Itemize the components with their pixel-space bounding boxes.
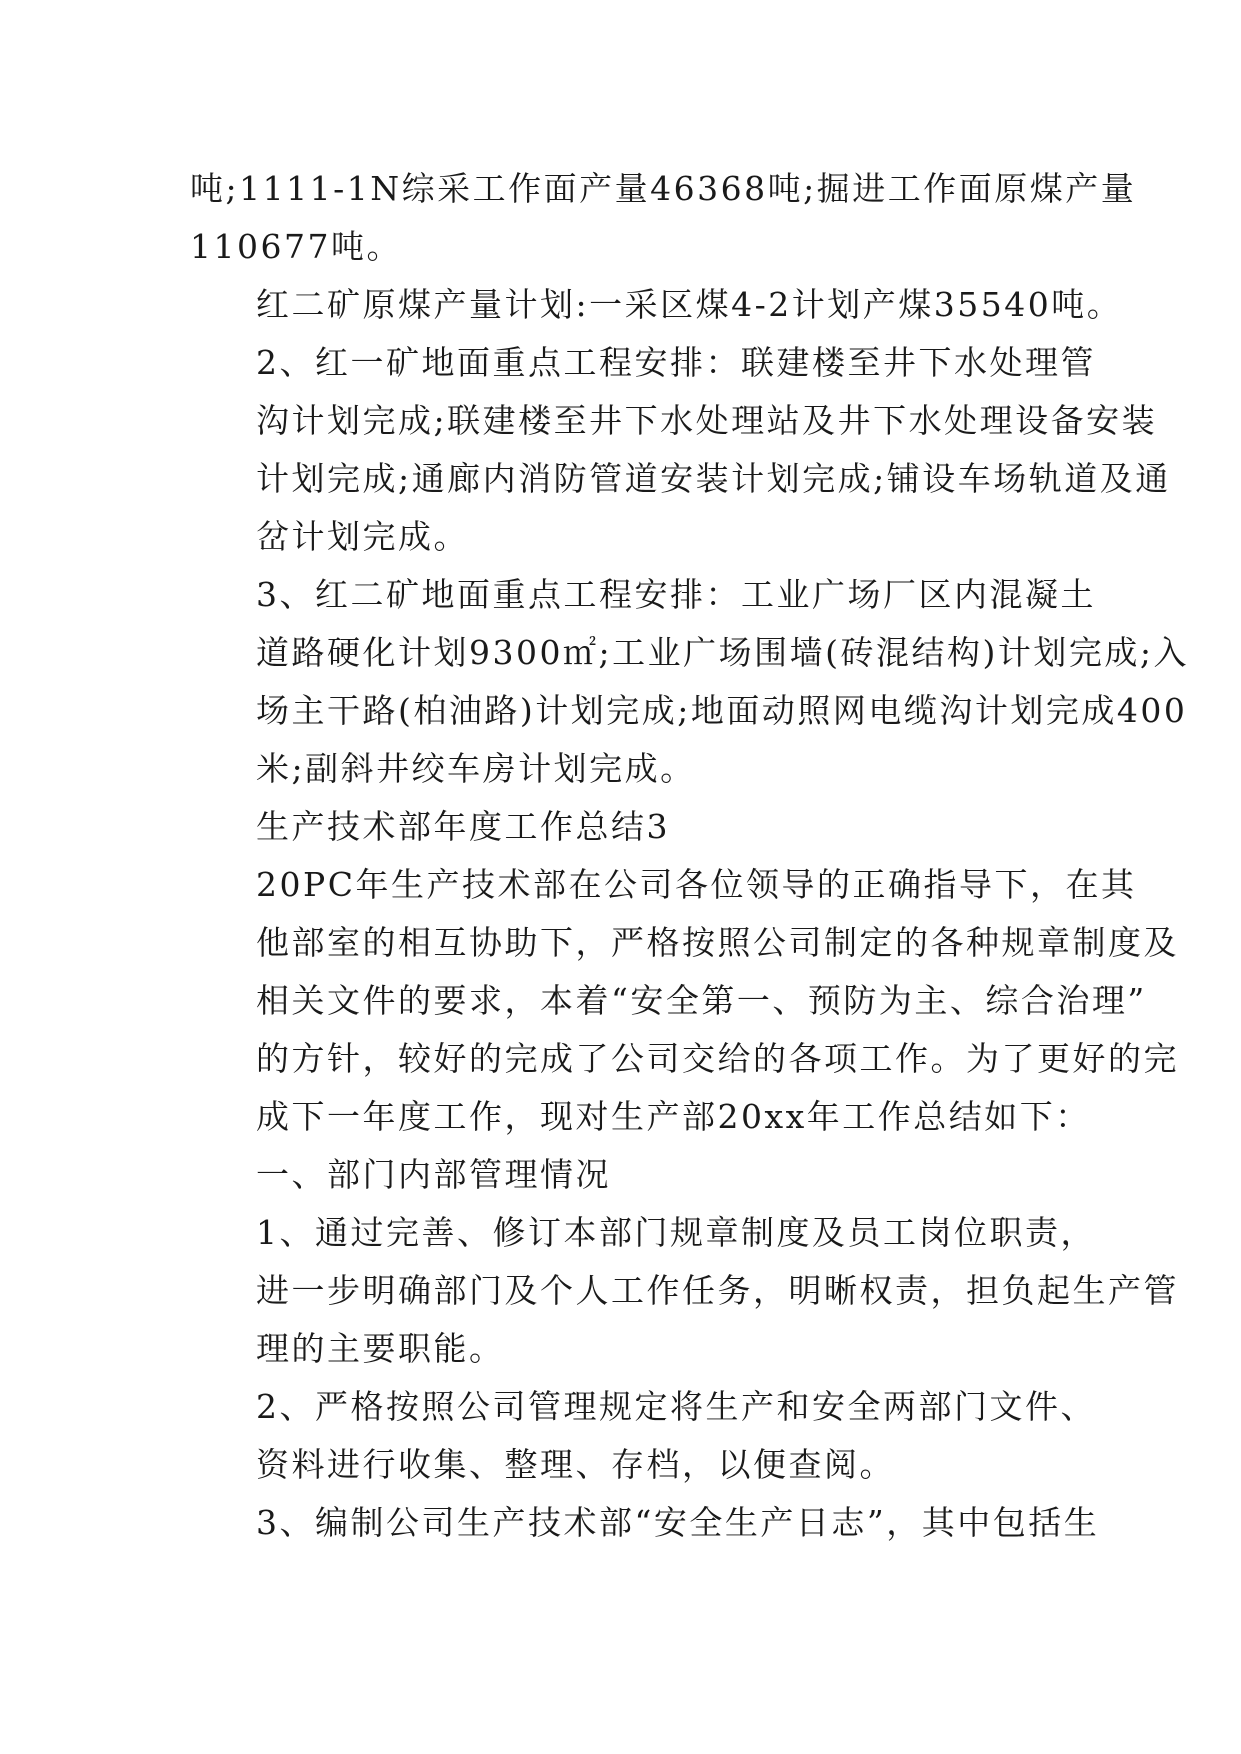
section-heading <box>190 1146 1060 1204</box>
section-heading <box>190 798 1060 856</box>
text-line: 场主干路(柏油路)计划完成;地面动照网电缆沟计划完成400 <box>256 691 1188 730</box>
text-line: 红二矿原煤产量计划:一采区煤4-2计划产煤35540吨。 <box>256 285 1123 324</box>
paragraph <box>190 276 1123 334</box>
text-line: 岔计划完成。 <box>256 517 469 556</box>
paragraph <box>190 566 1189 798</box>
text-line: 1、通过完善、修订本部门规章制度及员工岗位职责， <box>256 1213 1096 1252</box>
paragraph <box>190 1204 1179 1378</box>
text-line: 3、编制公司生产技术部“安全生产日志”，其中包括生 <box>256 1503 1100 1542</box>
text-line: 一、部门内部管理情况 <box>256 1155 611 1194</box>
text-line: 资料进行收集、整理、存档，以便查阅。 <box>256 1445 895 1484</box>
text-line: 理的主要职能。 <box>256 1329 505 1368</box>
text-line: 相关文件的要求，本着“安全第一、预防为主、综合治理” <box>256 981 1147 1020</box>
text-line: 吨;1111-1N综采工作面产量46368吨;掘进工作面原煤产量 <box>190 169 1137 208</box>
text-line: 道路硬化计划9300㎡;工业广场围墙(砖混结构)计划完成;入 <box>256 633 1189 672</box>
text-line: 3、红二矿地面重点工程安排：工业广场厂区内混凝土 <box>256 575 1096 614</box>
paragraph <box>190 334 1171 566</box>
text-line: 的方针，较好的完成了公司交给的各项工作。为了更好的完 <box>256 1039 1179 1078</box>
text-line: 米;副斜井绞车房计划完成。 <box>256 749 696 788</box>
text-line: 2、红一矿地面重点工程安排：联建楼至井下水处理管 <box>256 343 1096 382</box>
paragraph <box>190 160 1137 276</box>
paragraph <box>190 1494 1100 1552</box>
text-line: 他部室的相互协助下，严格按照公司制定的各种规章制度及 <box>256 923 1179 962</box>
text-line: 成下一年度工作，现对生产部20xx年工作总结如下： <box>256 1097 1091 1136</box>
paragraph <box>190 856 1179 1146</box>
text-line: 2、严格按照公司管理规定将生产和安全两部门文件、 <box>256 1387 1096 1426</box>
text-line: 生产技术部年度工作总结3 <box>256 807 670 846</box>
document-page <box>190 160 1189 1552</box>
text-line: 沟计划完成;联建楼至井下水处理站及井下水处理设备安装 <box>256 401 1158 440</box>
text-line: 20PC年生产技术部在公司各位领导的正确指导下，在其 <box>256 865 1137 904</box>
paragraph <box>190 1378 1096 1494</box>
text-line: 进一步明确部门及个人工作任务，明晰权责，担负起生产管 <box>256 1271 1179 1310</box>
text-line: 计划完成;通廊内消防管道安装计划完成;铺设车场轨道及通 <box>256 459 1171 498</box>
text-line: 110677吨。 <box>190 227 402 266</box>
